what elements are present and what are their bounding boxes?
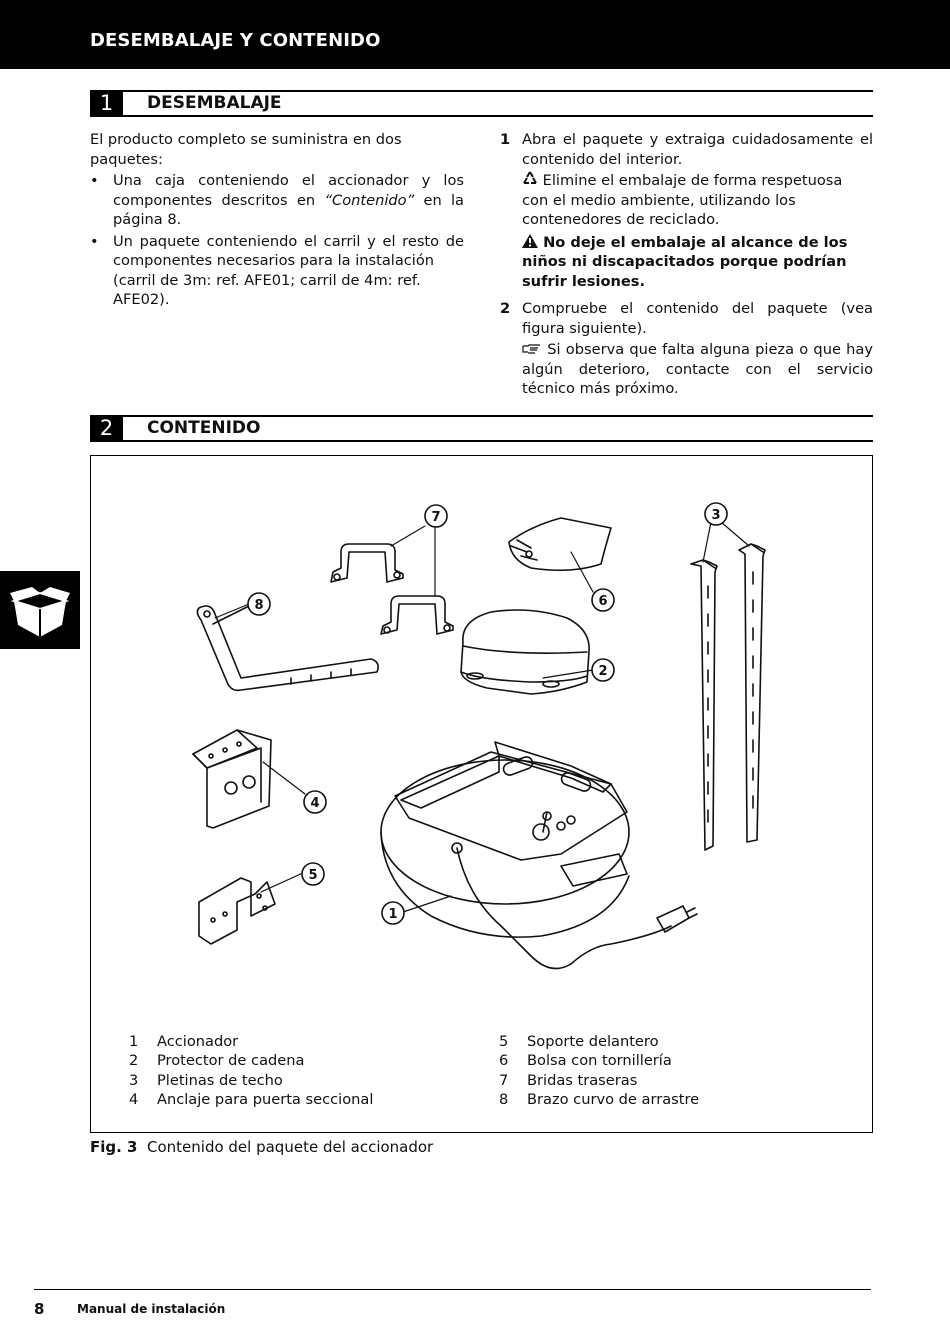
callout-2-label: 2	[598, 664, 608, 679]
page-number: 8	[34, 1300, 45, 1318]
legend-item: 7 Bridas traseras	[499, 1071, 638, 1089]
sectional-door-anchor-drawing	[193, 730, 271, 828]
legend-left	[129, 1032, 373, 1109]
section-number: 2	[90, 417, 123, 440]
leader-lines	[215, 522, 749, 912]
chain-protector-drawing	[461, 610, 589, 694]
warning-text: No deje el embalaje al alcance de los niños ni discapacitados porque podrían sufrir lesiones.	[522, 233, 848, 290]
curved-arm-drawing	[197, 606, 378, 690]
legend-item: 8 Brazo curvo de arrastre	[499, 1090, 700, 1108]
callout-circles	[248, 503, 727, 924]
figure-caption	[90, 1138, 433, 1156]
recycle-icon	[522, 171, 538, 186]
bullet-text: Un paquete conteniendo el carril y el resto de componentes necesarios para la instalación	[113, 232, 464, 269]
legend-item: 4 Anclaje para puerta seccional	[129, 1090, 374, 1108]
contents-figure	[90, 455, 873, 1133]
step-number: 2	[500, 300, 511, 317]
section-title: DESEMBALAJE	[147, 93, 282, 113]
recycle-note	[522, 171, 873, 230]
bullet-text: Una caja conteniendo el accionador y los componentes descritos en	[113, 172, 464, 209]
section-title: CONTENIDO	[147, 418, 261, 438]
legend-item: 3 Pletinas de techo	[129, 1071, 283, 1089]
legend-item: 5 Soporte delantero	[499, 1033, 659, 1050]
callout-3-label: 3	[711, 508, 721, 523]
service-note	[522, 340, 873, 399]
section-number: 1	[90, 92, 123, 115]
list-item: • Una caja conteniendo el accionador y los componentes descritos en “Contenido” en la página 8.	[90, 172, 464, 228]
pointing-hand-icon	[522, 344, 542, 354]
legend-item: 6 Bolsa con tornillería	[499, 1052, 672, 1070]
chapter-tab	[0, 571, 80, 649]
service-note-text: Si observa que falta alguna pieza o que hay algún deterioro, contacte con el servicio técnico más próximo.	[522, 341, 873, 397]
screw-bag-drawing	[509, 518, 611, 570]
open-box-icon	[10, 581, 70, 639]
list-item: • Un paquete conteniendo el carril y el resto de componentes necesarios para la instalación (carril de 3m: ref. AFE01; carril de 4m: ref. AFE02).	[90, 232, 464, 308]
footer-title: Manual de instalación	[77, 1302, 226, 1316]
unpacking-steps	[500, 130, 873, 399]
callout-5-label: 5	[308, 868, 318, 883]
footer-divider	[34, 1289, 871, 1290]
warning-note	[522, 233, 873, 292]
figure-caption-text: Contenido del paquete del accionador	[147, 1138, 434, 1156]
callout-6-label: 6	[598, 594, 608, 609]
step-2	[500, 299, 873, 399]
figure-label: Fig. 3	[90, 1138, 138, 1156]
package-contents-drawing	[91, 456, 874, 1016]
step-number: 1	[500, 131, 511, 148]
unpacking-intro	[90, 130, 464, 310]
callout-7-label: 7	[431, 510, 441, 525]
step-text: Abra el paquete y extraiga cuidadosamente el contenido del interior.	[522, 131, 873, 168]
legend-right	[499, 1032, 699, 1109]
intro-text: El producto completo se suministra en dos paquetes:	[90, 131, 402, 168]
ceiling-plates-drawing	[691, 544, 765, 850]
step-text: Compruebe el contenido del paquete (vea figura siguiente).	[522, 300, 873, 337]
legend-item: 2 Protector de cadena	[129, 1052, 305, 1070]
bullet-text-end: en la página 8.	[113, 191, 464, 228]
bullet-text-refs: (carril de 3m: ref. AFE01; carril de 4m: ref. AFE02).	[113, 271, 421, 308]
page-header-title: DESEMBALAJE Y CONTENIDO	[90, 30, 381, 51]
page-header-bar	[0, 0, 950, 69]
step-1	[500, 130, 873, 291]
section-heading-desembalaje	[90, 90, 873, 117]
callout-8-label: 8	[254, 598, 264, 613]
bullet-reference: “Contenido”	[324, 191, 415, 209]
callout-4-label: 4	[310, 796, 320, 811]
callout-1-label: 1	[388, 907, 398, 922]
front-support-drawing	[199, 878, 275, 944]
section-heading-contenido	[90, 415, 873, 442]
operator-drawing	[381, 742, 697, 969]
legend-item: 1 Accionador	[129, 1033, 239, 1050]
warning-triangle-icon	[522, 234, 538, 248]
recycle-note-text: Elimine el embalaje de forma respetuosa con el medio ambiente, utilizando los contenedores de reciclado.	[522, 172, 843, 228]
